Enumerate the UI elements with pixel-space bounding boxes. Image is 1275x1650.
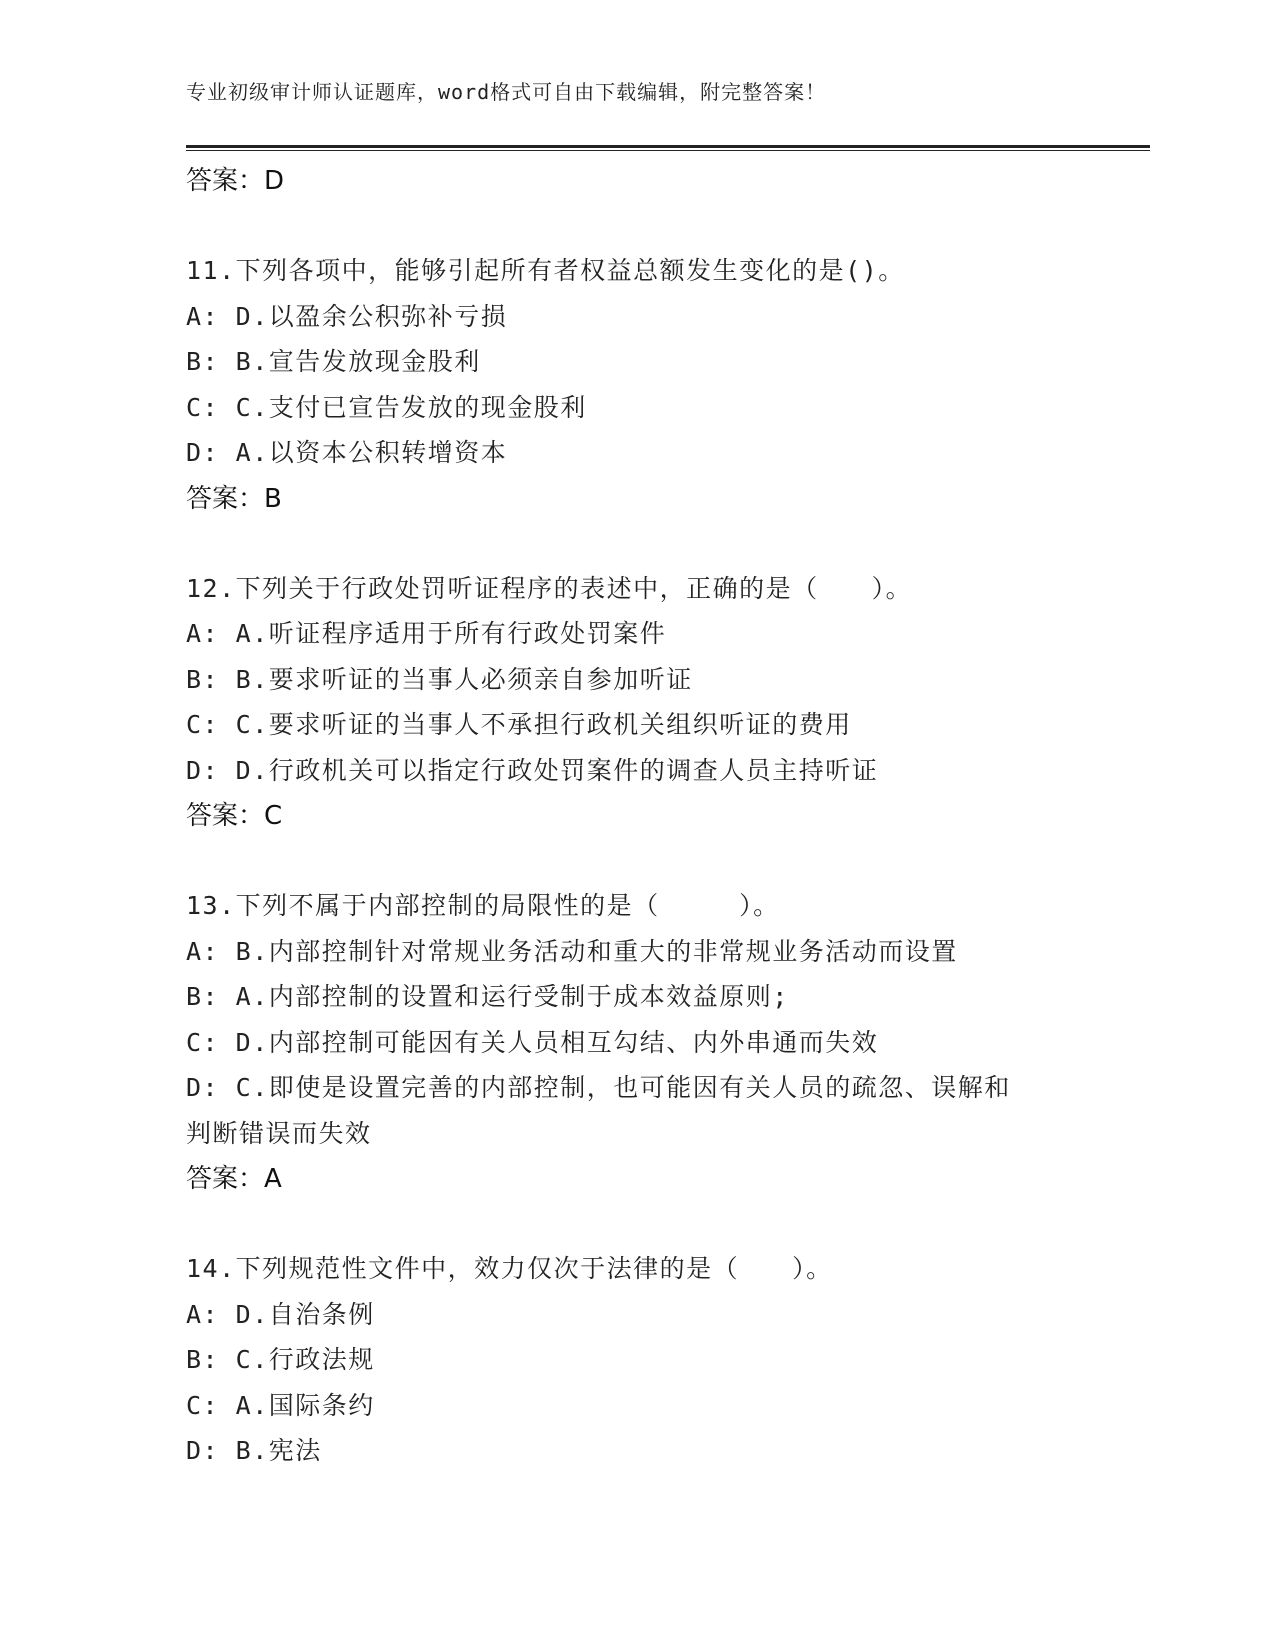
option-c: C: A.国际条约 bbox=[186, 1390, 375, 1420]
option-d: D: B.宪法 bbox=[186, 1436, 322, 1465]
question-stem: 13.下列不属于内部控制的局限性的是（ ）。 bbox=[186, 891, 780, 920]
answer-label: 答案：D bbox=[186, 166, 285, 196]
page-header: 专业初级审计师认证题库，word格式可自由下载编辑，附完整答案！ bbox=[186, 80, 827, 104]
question-stem: 14.下列规范性文件中，效力仅次于法律的是（ ）。 bbox=[186, 1254, 833, 1283]
question-block bbox=[186, 566, 1086, 840]
option-d: D: D.行政机关可以指定行政处罚案件的调查人员主持听证 bbox=[186, 755, 879, 785]
option-b: B: B.宣告发放现金股利 bbox=[186, 347, 481, 376]
option-d: D: C.即使是设置完善的内部控制，也可能因有关人员的疏忽、误解和 bbox=[186, 1073, 1011, 1102]
header-rule-thick bbox=[186, 145, 1150, 148]
option-a: A: B.内部控制针对常规业务活动和重大的非常规业务活动而设置 bbox=[186, 936, 958, 966]
option-b: B: A.内部控制的设置和运行受制于成本效益原则; bbox=[186, 982, 789, 1011]
option-d-continuation: 判断错误而失效 bbox=[186, 1118, 372, 1148]
question-stem: 12.下列关于行政处罚听证程序的表述中，正确的是（ ）。 bbox=[186, 573, 913, 603]
option-a: A: A.听证程序适用于所有行政处罚案件 bbox=[186, 619, 667, 648]
question-block bbox=[186, 883, 1086, 1202]
answer-label: 答案：B bbox=[186, 483, 282, 514]
question-content bbox=[186, 158, 1086, 1474]
header-rule-thin bbox=[186, 150, 1150, 151]
option-c: C: C.要求听证的当事人不承担行政机关组织听证的费用 bbox=[186, 710, 852, 739]
option-d: D: A.以资本公积转增资本 bbox=[186, 438, 508, 467]
answer-label: 答案：C bbox=[186, 801, 283, 831]
question-block bbox=[186, 248, 1086, 522]
question-block bbox=[186, 1246, 1086, 1474]
option-c: C: C.支付已宣告发放的现金股利 bbox=[186, 392, 587, 422]
option-a: A: D.以盈余公积弥补亏损 bbox=[186, 301, 508, 331]
option-a: A: D.自治条例 bbox=[186, 1299, 375, 1329]
option-b: B: B.要求听证的当事人必须亲自参加听证 bbox=[186, 664, 693, 694]
answer-label: 答案：A bbox=[186, 1164, 282, 1194]
option-b: B: C.行政法规 bbox=[186, 1345, 375, 1374]
question-stem: 11.下列各项中，能够引起所有者权益总额发生变化的是()。 bbox=[186, 256, 905, 285]
option-c: C: D.内部控制可能因有关人员相互勾结、内外串通而失效 bbox=[186, 1027, 879, 1057]
